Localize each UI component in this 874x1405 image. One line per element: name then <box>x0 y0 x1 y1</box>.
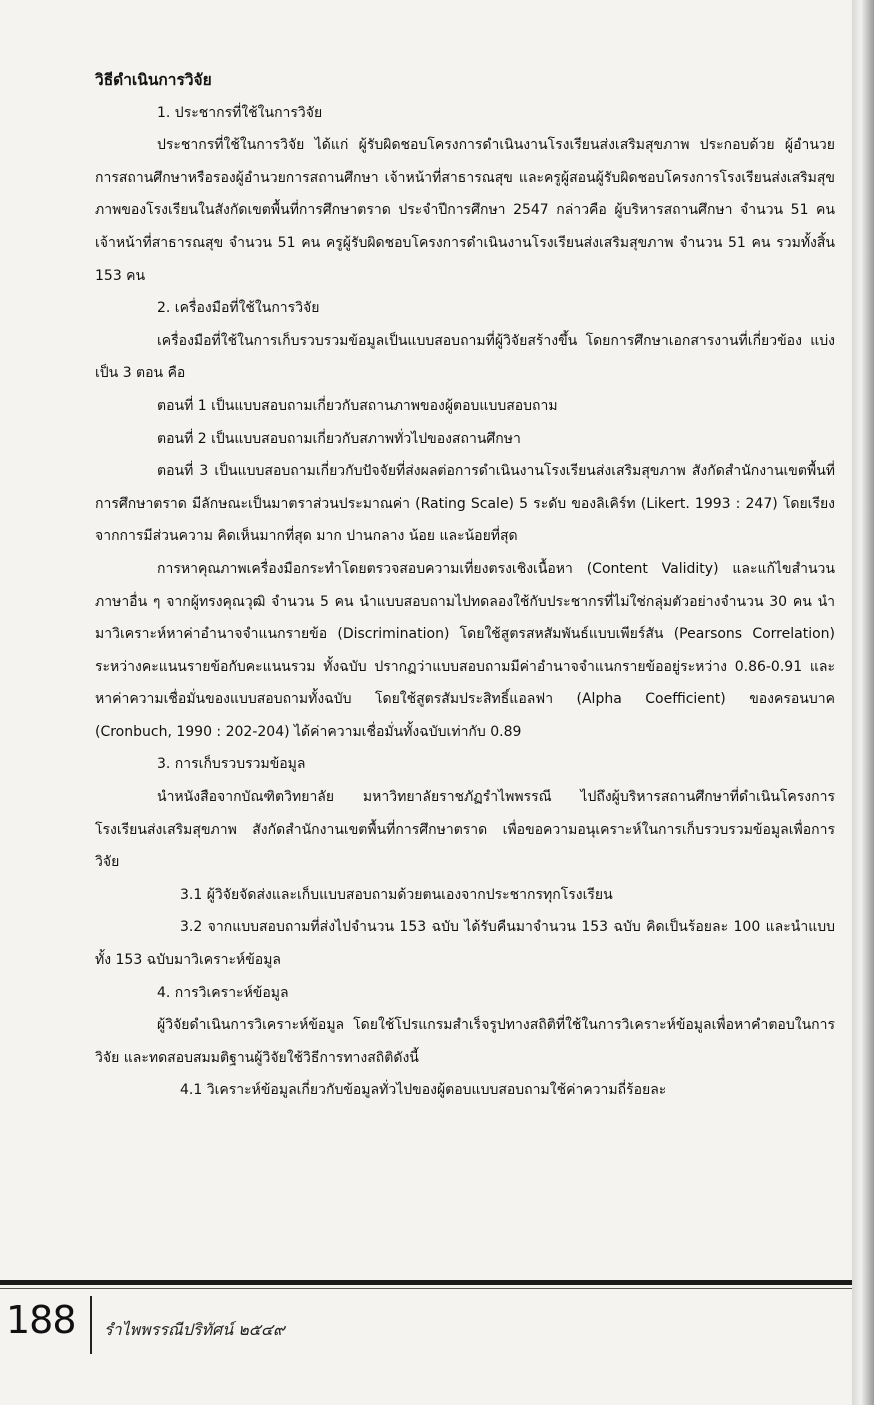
subheading-data-collection: 3. การเก็บรวบรวมข้อมูล <box>157 756 306 773</box>
paragraph-quality: การหาคุณภาพเครื่องมือกระทำโดยตรวจสอบความเที่ยงตรงเชิงเนื้อหา (Content Validity) และแก้ไขสำนวนภาษาอื่น ๆ จากผู้ทรงคุณวุฒิ จำนวน 5 คน นำแบบสอบถามไปทดลองใช้กับประชากรที่ไม่ใช่กลุ่มตัวอย่างจำนวน 30 คน นำมาวิเคราะห์หาค่าอำนาจจำแนกรายข้อ (Discrimination) โดยใช้สูตรสหสัมพันธ์แบบเพียร์สัน (Pearsons Correlation) ระหว่างคะแนนรายข้อกับคะแนนรวม ทั้งฉบับ ปรากฏว่าแบบสอบถามมีค่าอำนาจจำแนกรายข้ออยู่ระหว่าง 0.86-0.91 และหาค่าความเชื่อมั่นของแบบสอบถามทั้งฉบับ โดยใช้สูตรสัมประสิทธิ์แอลฟา (Alpha Coefficient) ของครอนบาค (Cronbuch, 1990 : 202-204) ได้ค่าความเชื่อมั่นทั้งฉบับเท่ากับ 0.89 <box>95 560 835 740</box>
paragraph-3-2: 3.2 จากแบบสอบถามที่ส่งไปจำนวน 153 ฉบับ ได้รับคืนมาจำนวน 153 ฉบับ คิดเป็นร้อยละ 100 และนำแบบทั้ง 153 ฉบับมาวิเคราะห์ข้อมูล <box>95 919 835 969</box>
paragraph-instruments: เครื่องมือที่ใช้ในการเก็บรวบรวมข้อมูลเป็นแบบสอบถามที่ผู้วิจัยสร้างขึ้น โดยการศึกษาเอกสารงานที่เกี่ยวข้อง แบ่งเป็น 3 ตอน คือ <box>95 332 835 382</box>
footer-rule-thin <box>0 1288 852 1289</box>
footer-rule <box>0 1280 852 1285</box>
document-body <box>95 64 835 1107</box>
section-heading: วิธีดำเนินการวิจัย <box>95 71 212 89</box>
paragraph-part-3: ตอนที่ 3 เป็นแบบสอบถามเกี่ยวกับปัจจัยที่ส่งผลต่อการดำเนินงานโรงเรียนส่งเสริมสุขภาพ สังกัดสำนักงานเขตพื้นที่การศึกษาตราด มีลักษณะเป็นมาตราส่วนประมาณค่า (Rating Scale) 5 ระดับ ของลิเคิร์ท (Likert. 1993 : 247) โดยเรียงจากการมีส่วนความ คิดเห็นมากที่สุด มาก ปานกลาง น้อย และน้อยที่สุด <box>95 463 835 545</box>
paragraph-4-1: 4.1 วิเคราะห์ข้อมูลเกี่ยวกับข้อมูลทั่วไปของผู้ตอบแบบสอบถามใช้ค่าความถี่ร้อยละ <box>180 1082 667 1099</box>
subheading-population: 1. ประชากรที่ใช้ในการวิจัย <box>157 104 323 121</box>
paragraph-data-collection: นำหนังสือจากบัณฑิตวิทยาลัย มหาวิทยาลัยราชภัฏรำไพพรรณี ไปถึงผู้บริหารสถานศึกษาที่ดำเนินโครงการโรงเรียนส่งเสริมสุขภาพ สังกัดสำนักงานเขตพื้นที่การศึกษาตราด เพื่อขอความอนุเคราะห์ในการเก็บรวบรวมข้อมูลเพื่อการวิจัย <box>95 789 835 871</box>
paragraph-part-1: ตอนที่ 1 เป็นแบบสอบถามเกี่ยวกับสถานภาพของผู้ตอบแบบสอบถาม <box>157 397 558 414</box>
page-edge-shadow <box>852 0 874 1405</box>
paragraph-part-2: ตอนที่ 2 เป็นแบบสอบถามเกี่ยวกับสภาพทั่วไปของสถานศึกษา <box>157 430 521 447</box>
journal-name: รำไพพรรณีปริทัศน์ ๒๕๔๙ <box>104 1320 285 1339</box>
paragraph-3-1: 3.1 ผู้วิจัยจัดส่งและเก็บแบบสอบถามด้วยตนเองจากประชากรทุกโรงเรียน <box>180 886 613 903</box>
subheading-instruments: 2. เครื่องมือที่ใช้ในการวิจัย <box>157 300 320 317</box>
paragraph-population: ประชากรที่ใช้ในการวิจัย ได้แก่ ผู้รับผิดชอบโครงการดำเนินงานโรงเรียนส่งเสริมสุขภาพ ประกอบด้วย ผู้อำนวยการสถานศึกษาหรือรองผู้อำนวยการสถานศึกษา เจ้าหน้าที่สาธารณสุข และครูผู้สอนผู้รับผิดชอบโครงการโรงเรียนส่งเสริมสุขภาพของโรงเรียนในสังกัดเขตพื้นที่การศึกษาตราด ประจำปีการศึกษา 2547 กล่าวคือ ผู้บริหารสถานศึกษา จำนวน 51 คน เจ้าหน้าที่สาธารณสุข จำนวน 51 คน ครูผู้รับผิดชอบโครงการดำเนินงานโรงเรียนส่งเสริมสุขภาพ จำนวน 51 คน รวมทั้งสิ้น 153 คน <box>95 137 835 284</box>
footer-divider <box>90 1296 92 1354</box>
paragraph-analysis: ผู้วิจัยดำเนินการวิเคราะห์ข้อมูล โดยใช้โปรแกรมสำเร็จรูปทางสถิติที่ใช้ในการวิเคราะห์ข้อมูลเพื่อหาคำตอบในการวิจัย และทดสอบสมมติฐานผู้วิจัยใช้วิธีการทางสถิติดังนี้ <box>95 1017 835 1066</box>
page-number: 188 <box>6 1298 76 1342</box>
subheading-analysis: 4. การวิเคราะห์ข้อมูล <box>157 984 289 1001</box>
